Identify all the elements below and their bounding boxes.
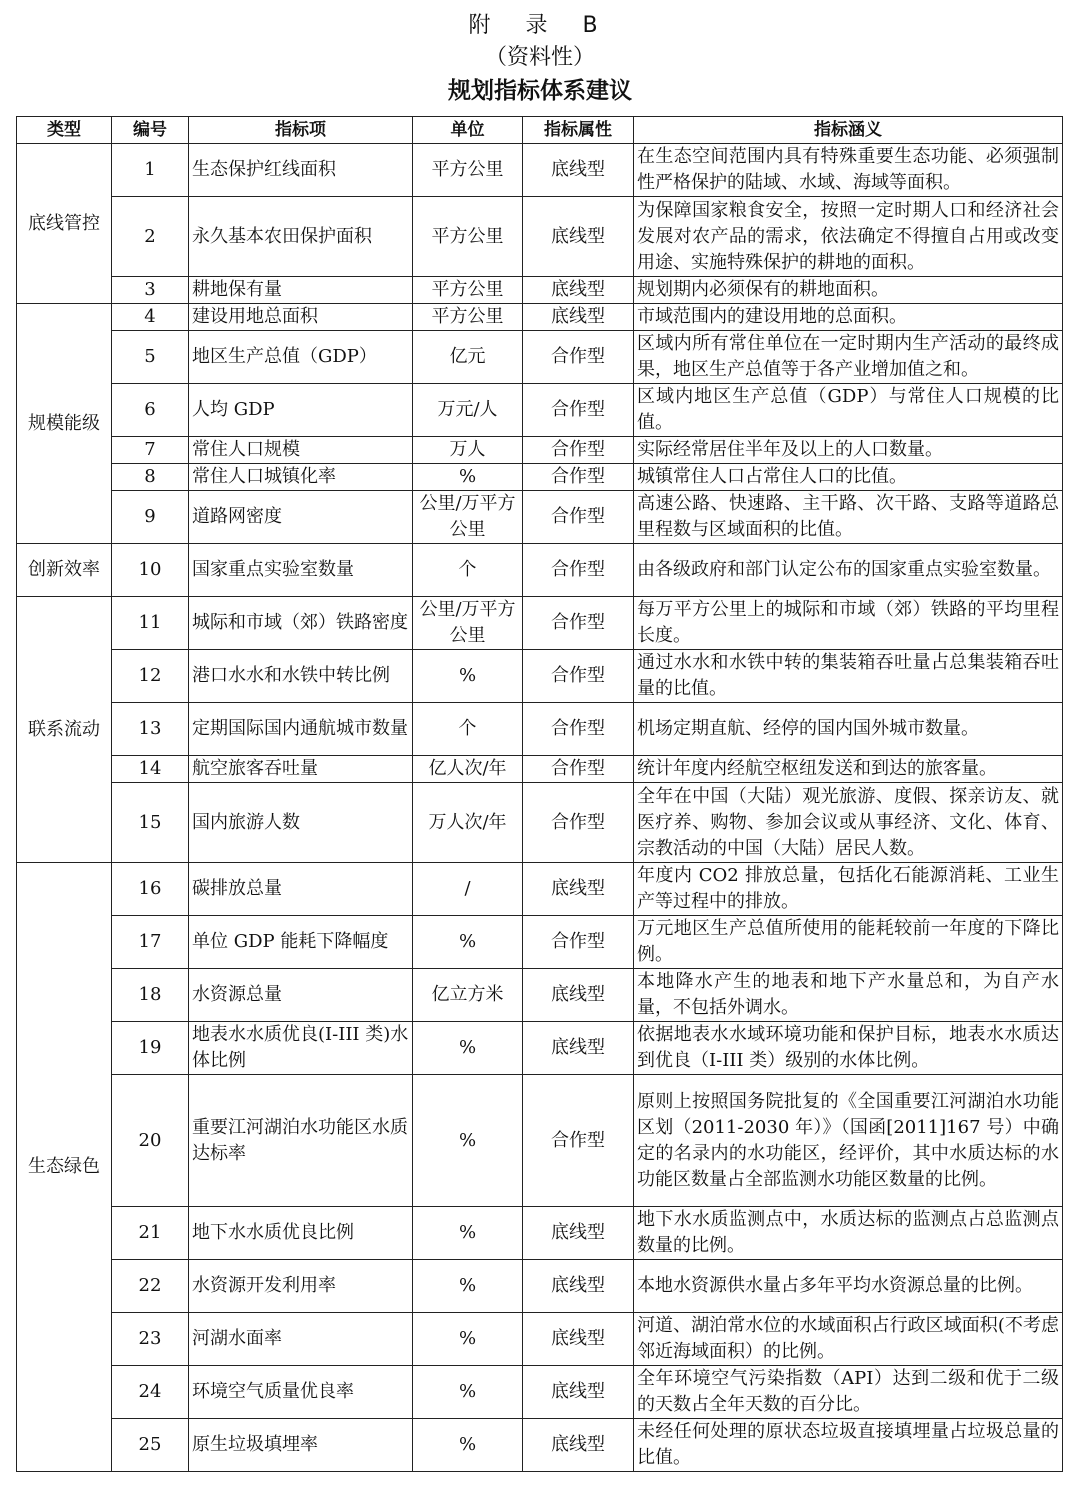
cell-attribute: 合作型 [523,650,634,703]
cell-attribute: 合作型 [523,916,634,969]
cell-number: 24 [112,1366,189,1419]
cell-number: 4 [112,304,189,331]
cell-indicator: 永久基本农田保护面积 [189,197,413,277]
cell-attribute: 合作型 [523,331,634,384]
cell-unit: % [413,1419,523,1472]
table-row [17,1207,1063,1260]
cell-indicator: 水资源开发利用率 [189,1260,413,1313]
cell-number: 15 [112,783,189,863]
cell-number: 9 [112,491,189,544]
cell-unit: 公里/万平方公里 [413,491,523,544]
table-row [17,304,1063,331]
cell-number: 2 [112,197,189,277]
cell-definition: 每万平方公里上的城际和市域（郊）铁路的平均里程长度。 [634,597,1063,650]
cell-definition: 为保障国家粮食安全，按照一定时期人口和经济社会发展对农产品的需求，依法确定不得擅自占用或改变用途、实施特殊保护的耕地的面积。 [634,197,1063,277]
cell-unit: 个 [413,544,523,597]
cell-indicator: 重要江河湖泊水功能区水质达标率 [189,1075,413,1207]
cell-indicator: 水资源总量 [189,969,413,1022]
cell-definition: 全年环境空气污染指数（API）达到二级和优于二级的天数占全年天数的百分比。 [634,1366,1063,1419]
table-row [17,863,1063,916]
cell-indicator: 常住人口城镇化率 [189,464,413,491]
table-row [17,597,1063,650]
cell-attribute: 底线型 [523,1313,634,1366]
cell-unit: % [413,1207,523,1260]
appendix-nature: （资料性） [484,45,595,70]
page-title: 规划指标体系建议 [448,78,632,104]
cell-definition: 区域内地区生产总值（GDP）与常住人口规模的比值。 [634,384,1063,437]
table-row [17,464,1063,491]
cell-definition: 年度内 CO2 排放总量，包括化石能源消耗、工业生产等过程中的排放。 [634,863,1063,916]
cell-unit: 公里/万平方公里 [413,597,523,650]
cell-attribute: 底线型 [523,1419,634,1472]
cell-unit: % [413,464,523,491]
cell-unit: 平方公里 [413,277,523,304]
cell-unit: 平方公里 [413,197,523,277]
cell-definition: 区域内所有常住单位在一定时期内生产活动的最终成果，地区生产总值等于各产业增加值之和。 [634,331,1063,384]
cell-number: 13 [112,703,189,756]
cell-definition: 城镇常住人口占常住人口的比值。 [634,464,1063,491]
cell-definition: 机场定期直航、经停的国内国外城市数量。 [634,703,1063,756]
table-row [17,1260,1063,1313]
cell-unit: % [413,1366,523,1419]
cell-indicator: 碳排放总量 [189,863,413,916]
table-body [17,144,1063,1472]
cell-indicator: 道路网密度 [189,491,413,544]
cell-unit: 平方公里 [413,304,523,331]
cell-definition: 市域范围内的建设用地的总面积。 [634,304,1063,331]
table-row [17,437,1063,464]
cell-number: 17 [112,916,189,969]
table-row [17,384,1063,437]
cell-attribute: 底线型 [523,863,634,916]
cell-attribute: 合作型 [523,703,634,756]
cell-indicator: 地下水水质优良比例 [189,1207,413,1260]
cell-indicator: 定期国际国内通航城市数量 [189,703,413,756]
cell-number: 6 [112,384,189,437]
col-header-number: 编号 [112,117,189,144]
cell-attribute: 合作型 [523,756,634,783]
cell-indicator: 地区生产总值（GDP） [189,331,413,384]
cell-attribute: 底线型 [523,304,634,331]
cell-definition: 本地水资源供水量占多年平均水资源总量的比例。 [634,1260,1063,1313]
cell-type: 创新效率 [17,544,112,597]
table-row [17,544,1063,597]
cell-number: 7 [112,437,189,464]
cell-type: 规模能级 [17,304,112,544]
cell-definition: 原则上按照国务院批复的《全国重要江河湖泊水功能区划（2011-2030 年）》（国函[2011]167 号）中确定的名录内的水功能区，经评价，其中水质达标的水功能区数量占全部监测水功能区数量的比例。 [634,1075,1063,1207]
cell-attribute: 底线型 [523,1022,634,1075]
indicator-table [16,116,1063,1472]
cell-definition: 未经任何处理的原状态垃圾直接填埋量占垃圾总量的比值。 [634,1419,1063,1472]
cell-indicator: 地表水水质优良(I-III 类)水体比例 [189,1022,413,1075]
table-header-row [17,117,1063,144]
table-row [17,1022,1063,1075]
cell-type: 底线管控 [17,144,112,304]
cell-indicator: 国内旅游人数 [189,783,413,863]
cell-number: 12 [112,650,189,703]
cell-attribute: 合作型 [523,597,634,650]
cell-attribute: 合作型 [523,783,634,863]
cell-attribute: 合作型 [523,384,634,437]
cell-definition: 地下水水质监测点中，水质达标的监测点占总监测点数量的比例。 [634,1207,1063,1260]
table-row [17,491,1063,544]
cell-indicator: 生态保护红线面积 [189,144,413,197]
cell-attribute: 底线型 [523,1260,634,1313]
table-row [17,969,1063,1022]
cell-definition: 在生态空间范围内具有特殊重要生态功能、必须强制性严格保护的陆域、水域、海域等面积。 [634,144,1063,197]
cell-indicator: 人均 GDP [189,384,413,437]
cell-indicator: 航空旅客吞吐量 [189,756,413,783]
cell-unit: % [413,1313,523,1366]
col-header-definition: 指标涵义 [634,117,1063,144]
cell-definition: 河道、湖泊常水位的水域面积占行政区域面积(不考虑邻近海域面积）的比例。 [634,1313,1063,1366]
cell-definition: 实际经常居住半年及以上的人口数量。 [634,437,1063,464]
cell-indicator: 河湖水面率 [189,1313,413,1366]
cell-unit: % [413,1022,523,1075]
table-row [17,756,1063,783]
col-header-type: 类型 [17,117,112,144]
cell-indicator: 环境空气质量优良率 [189,1366,413,1419]
cell-unit: / [413,863,523,916]
cell-definition: 规划期内必须保有的耕地面积。 [634,277,1063,304]
cell-type: 联系流动 [17,597,112,863]
cell-attribute: 合作型 [523,1075,634,1207]
cell-unit: % [413,916,523,969]
cell-indicator: 耕地保有量 [189,277,413,304]
cell-unit: 亿立方米 [413,969,523,1022]
cell-attribute: 底线型 [523,197,634,277]
table-row [17,1313,1063,1366]
table-row [17,703,1063,756]
cell-unit: 万元/人 [413,384,523,437]
cell-attribute: 合作型 [523,464,634,491]
cell-number: 25 [112,1419,189,1472]
cell-unit: 万人 [413,437,523,464]
cell-unit: % [413,1260,523,1313]
cell-attribute: 合作型 [523,491,634,544]
cell-indicator: 城际和市域（郊）铁路密度 [189,597,413,650]
cell-attribute: 底线型 [523,969,634,1022]
col-header-attribute: 指标属性 [523,117,634,144]
cell-unit: % [413,1075,523,1207]
cell-number: 23 [112,1313,189,1366]
cell-definition: 全年在中国（大陆）观光旅游、度假、探亲访友、就医疗养、购物、参加会议或从事经济、文化、体育、宗教活动的中国（大陆）居民人数。 [634,783,1063,863]
cell-number: 16 [112,863,189,916]
table-row [17,1075,1063,1207]
cell-number: 3 [112,277,189,304]
cell-attribute: 底线型 [523,144,634,197]
cell-definition: 高速公路、快速路、主干路、次干路、支路等道路总里程数与区域面积的比值。 [634,491,1063,544]
cell-number: 20 [112,1075,189,1207]
cell-indicator: 国家重点实验室数量 [189,544,413,597]
cell-number: 19 [112,1022,189,1075]
cell-type: 生态绿色 [17,863,112,1472]
cell-number: 21 [112,1207,189,1260]
cell-number: 22 [112,1260,189,1313]
cell-attribute: 合作型 [523,544,634,597]
col-header-indicator: 指标项 [189,117,413,144]
cell-definition: 统计年度内经航空枢纽发送和到达的旅客量。 [634,756,1063,783]
table-row [17,277,1063,304]
table-row [17,650,1063,703]
cell-unit: 亿人次/年 [413,756,523,783]
table-row [17,331,1063,384]
cell-indicator: 原生垃圾填埋率 [189,1419,413,1472]
table-row [17,144,1063,197]
cell-attribute: 合作型 [523,437,634,464]
cell-unit: % [413,650,523,703]
cell-definition: 万元地区生产总值所使用的能耗较前一年度的下降比例。 [634,916,1063,969]
cell-definition: 本地降水产生的地表和地下产水量总和，为自产水量，不包括外调水。 [634,969,1063,1022]
table-row [17,916,1063,969]
cell-definition: 由各级政府和部门认定公布的国家重点实验室数量。 [634,544,1063,597]
cell-attribute: 底线型 [523,1366,634,1419]
table-row [17,783,1063,863]
cell-definition: 依据地表水水域环境功能和保护目标，地表水水质达到优良（I-III 类）级别的水体比例。 [634,1022,1063,1075]
cell-indicator: 常住人口规模 [189,437,413,464]
cell-number: 11 [112,597,189,650]
cell-attribute: 底线型 [523,277,634,304]
appendix-label: 附 录 B [468,13,612,38]
cell-number: 10 [112,544,189,597]
cell-unit: 平方公里 [413,144,523,197]
cell-unit: 万人次/年 [413,783,523,863]
cell-attribute: 底线型 [523,1207,634,1260]
cell-number: 14 [112,756,189,783]
cell-indicator: 单位 GDP 能耗下降幅度 [189,916,413,969]
cell-unit: 亿元 [413,331,523,384]
table-row [17,197,1063,277]
cell-indicator: 港口水水和水铁中转比例 [189,650,413,703]
cell-unit: 个 [413,703,523,756]
cell-number: 5 [112,331,189,384]
cell-number: 18 [112,969,189,1022]
cell-number: 8 [112,464,189,491]
cell-indicator: 建设用地总面积 [189,304,413,331]
col-header-unit: 单位 [413,117,523,144]
cell-number: 1 [112,144,189,197]
table-row [17,1366,1063,1419]
table-row [17,1419,1063,1472]
cell-definition: 通过水水和水铁中转的集装箱吞吐量占总集装箱吞吐量的比值。 [634,650,1063,703]
